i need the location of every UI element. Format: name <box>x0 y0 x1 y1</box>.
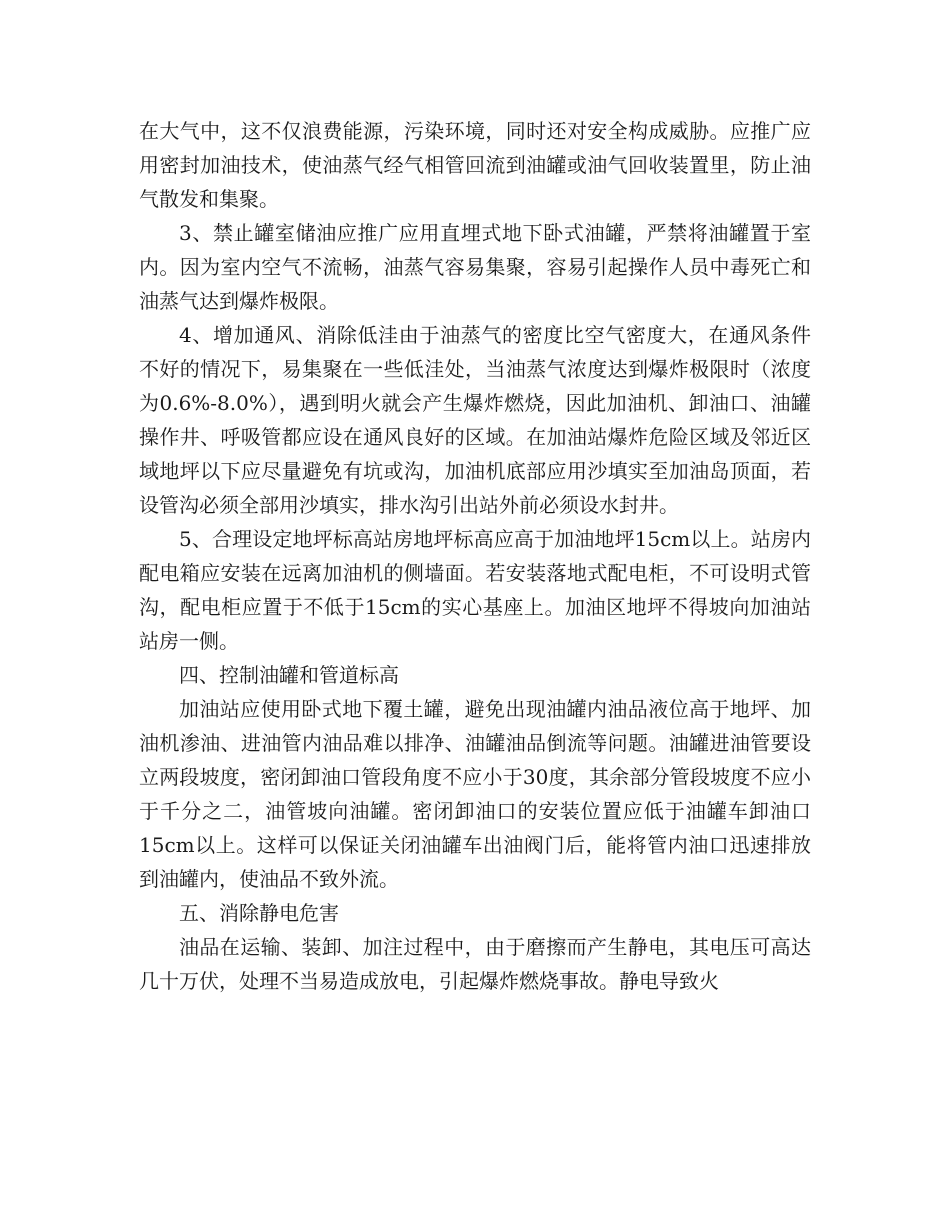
paragraph-1: 在大气中，这不仅浪费能源，污染环境，同时还对安全构成威胁。应推广应用密封加油技术，使油蒸气经气相管回流到油罐或油气回收装置里，防止油气散发和集聚。 <box>139 119 811 211</box>
document-page <box>139 114 811 998</box>
section-heading-5: 五、消除静电危害 <box>179 901 339 925</box>
paragraph-4: 5、合理设定地坪标高站房地坪标高应高于加油地坪15cm以上。站房内配电箱应安装在远离加油机的侧墙面。若安装落地式配电柜，不可设明式管沟，配电柜应置于不低于15cm的实心基座上。加油区地坪不得坡向加油站站房一侧。 <box>139 527 811 653</box>
paragraph-6: 油品在运输、装卸、加注过程中，由于磨擦而产生静电，其电压可高达几十万伏，处理不当易造成放电，引起爆炸燃烧事故。静电导致火 <box>139 935 811 993</box>
paragraph-5: 加油站应使用卧式地下覆土罐，避免出现油罐内油品液位高于地坪、加油机渗油、进油管内油品难以排净、油罐油品倒流等问题。油罐进油管要设立两段坡度，密闭卸油口管段角度不应小于30度，其余部分管段坡度不应小于千分之二，油管坡向油罐。密闭卸油口的安装位置应低于油罐车卸油口15cm以上。这样可以保证关闭油罐车出油阀门后，能将管内油口迅速排放到油罐内，使油品不致外流。 <box>139 697 811 891</box>
section-heading-4: 四、控制油罐和管道标高 <box>179 663 399 687</box>
paragraph-2: 3、禁止罐室储油应推广应用直埋式地下卧式油罐，严禁将油罐置于室内。因为室内空气不流畅，油蒸气容易集聚，容易引起操作人员中毒死亡和油蒸气达到爆炸极限。 <box>139 221 811 313</box>
paragraph-3: 4、增加通风、消除低洼由于油蒸气的密度比空气密度大，在通风条件不好的情况下，易集聚在一些低洼处，当油蒸气浓度达到爆炸极限时（浓度为0.6%-8.0%），遇到明火就会产生爆炸燃烧，因此加油机、卸油口、油罐操作井、呼吸管都应设在通风良好的区域。在加油站爆炸危险区域及邻近区域地坪以下应尽量避免有坑或沟，加油机底部应用沙填实至加油岛顶面，若设管沟必须全部用沙填实，排水沟引出站外前必须设水封井。 <box>139 323 811 517</box>
